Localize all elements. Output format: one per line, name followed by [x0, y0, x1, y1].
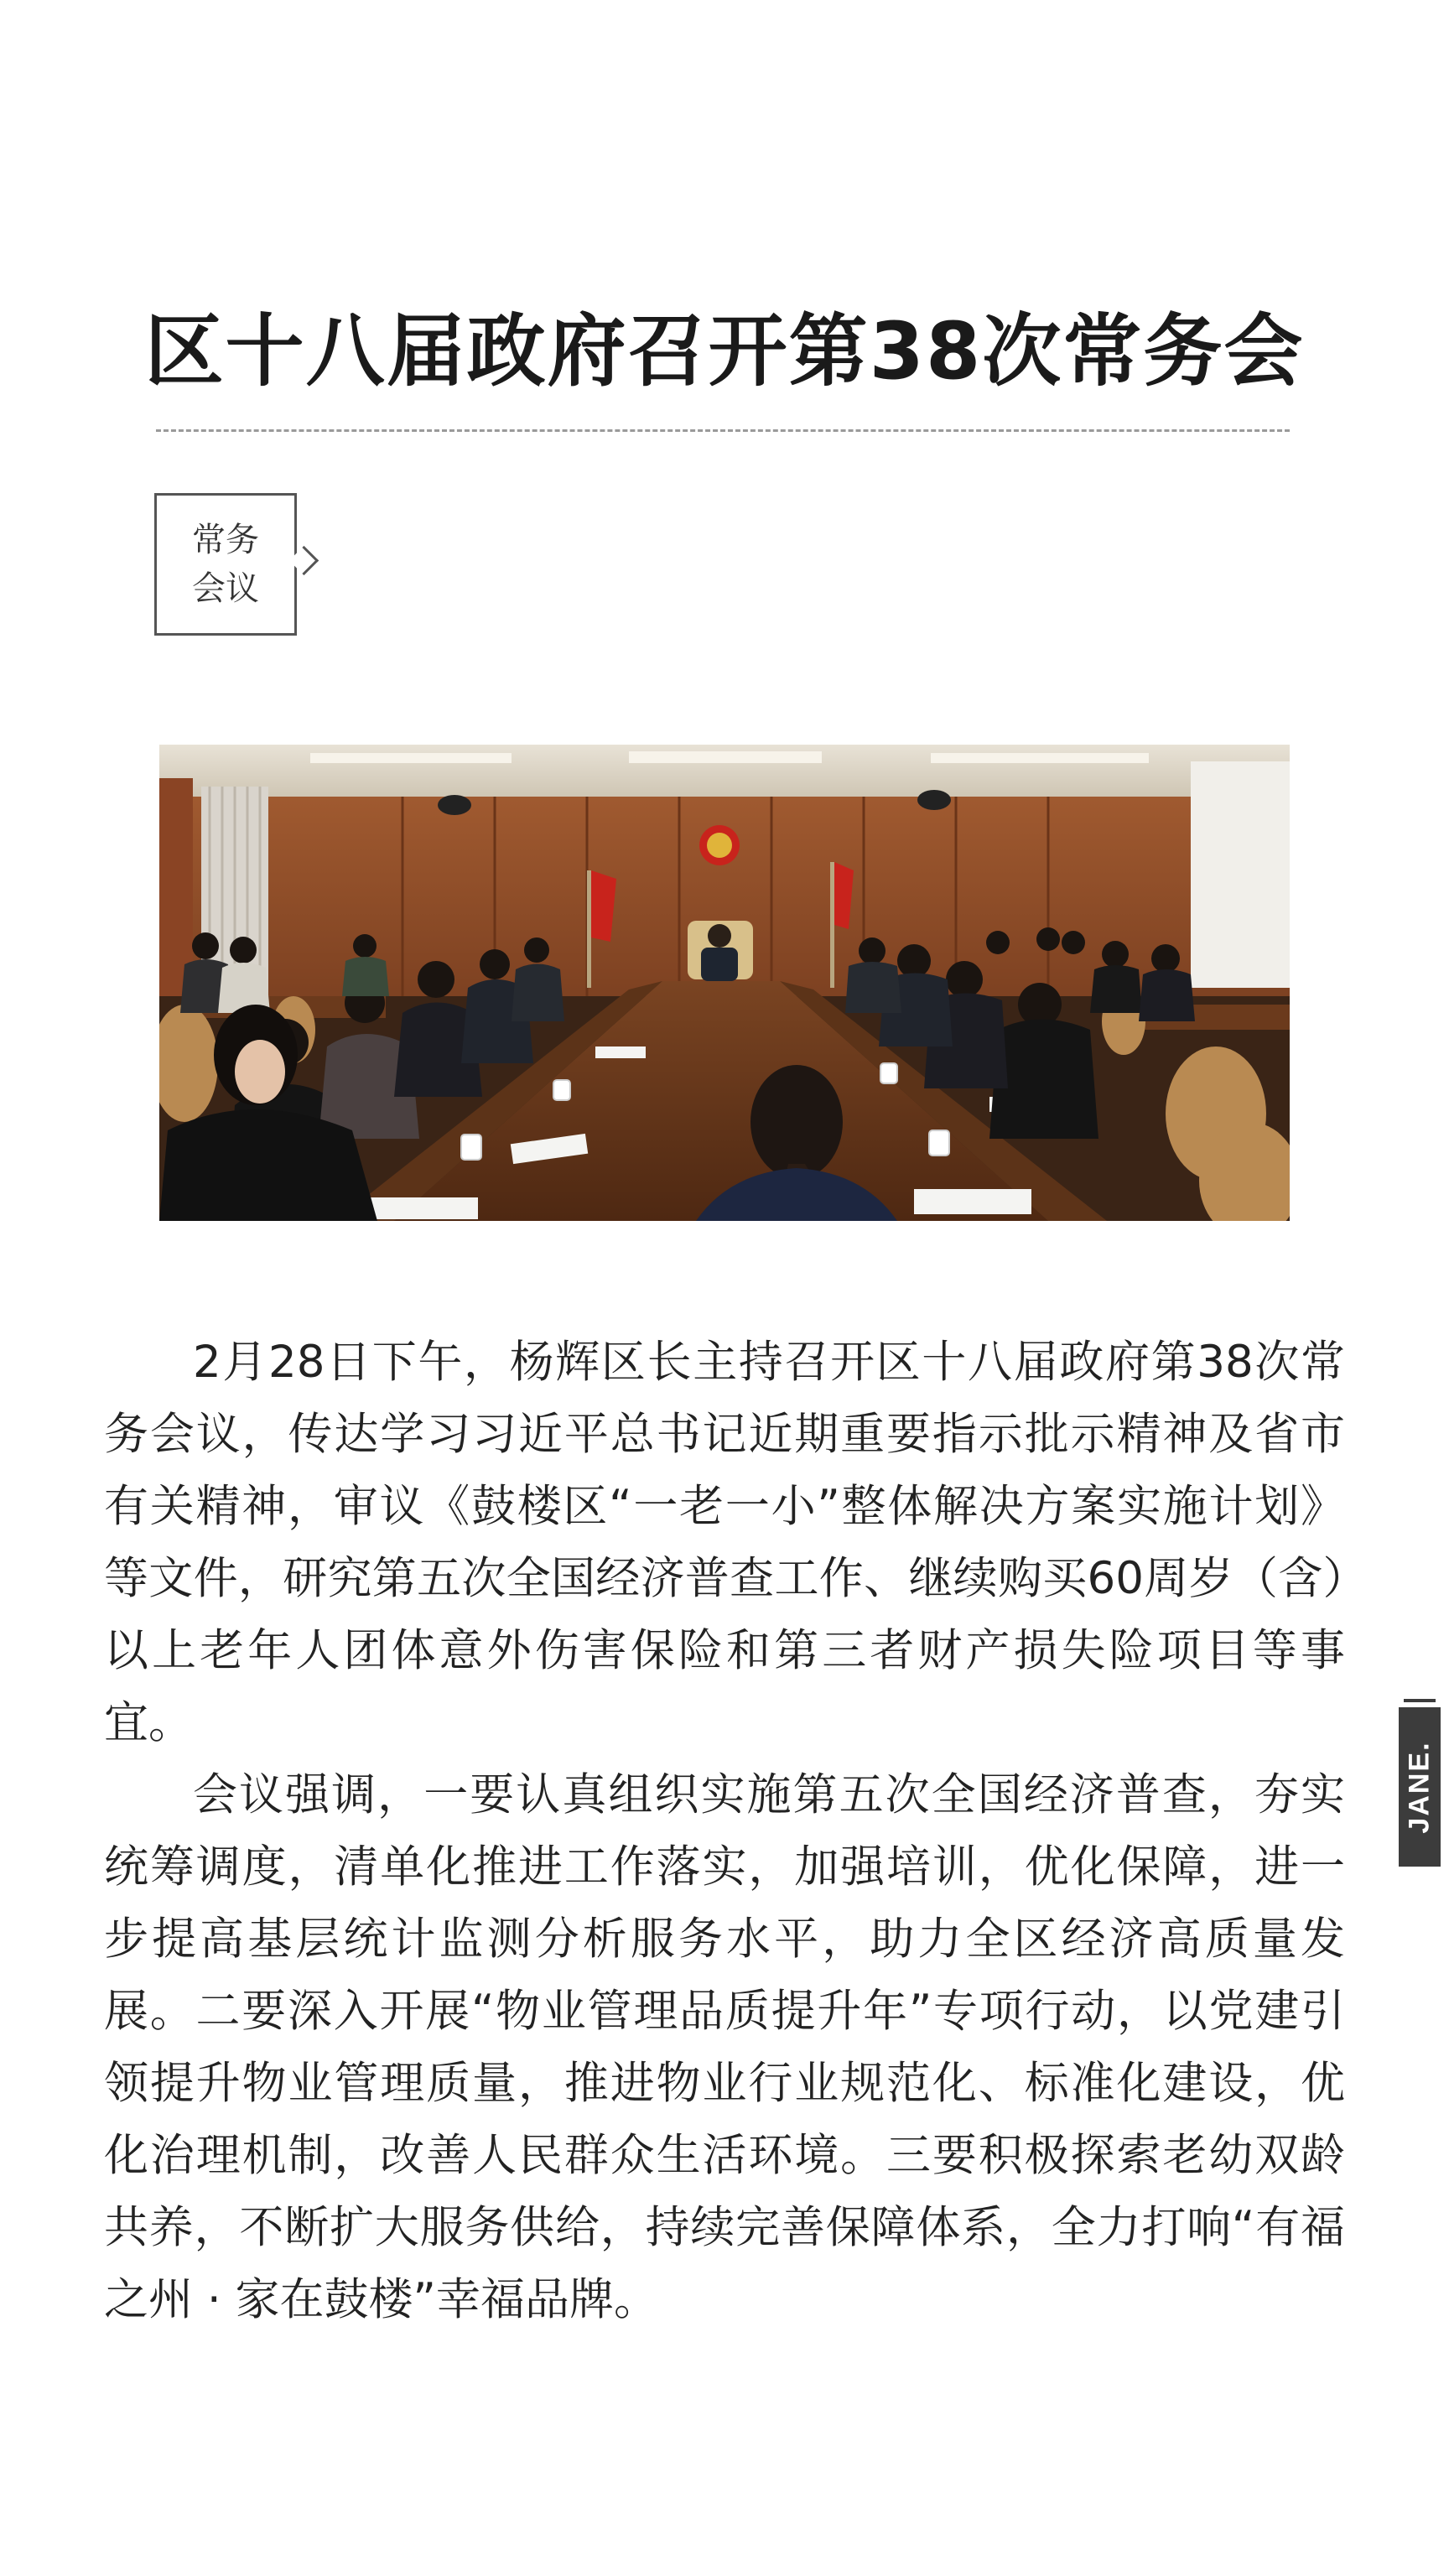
page-title: 区十八届政府召开第38次常务会	[144, 306, 1305, 397]
meeting-photo	[159, 745, 1290, 1221]
article-paragraph: 2月28日下午，杨辉区长主持召开区十八届政府第38次常务会议，传达学习习近平总书记近期重要指示批示精神及省市有关精神，审议《鼓楼区“一老一小”整体解决方案实施计划》等文件，研究第五次全国经济普查工作、继续购买60周岁（含）以上老年人团体意外伤害保险和第三者财产损失险项目等事宜。	[104, 1337, 1345, 1748]
side-watermark-label	[1399, 1702, 1441, 1867]
section-tag-line1: 常务	[192, 521, 259, 559]
article-paragraph: 会议强调，一要认真组织实施第五次全国经济普查，夯实统筹调度，清单化推进工作落实，加强培训，优化保障，进一步提高基层统计监测分析服务水平，助力全区经济高质量发展。二要深入开展“物业管理品质提升年”专项行动，以党建引领提升物业管理质量，推进物业行业规范化、标准化建设，优化治理机制，改善人民群众生活环境。三要积极探索老幼双龄共养，不断扩大服务供给，持续完善保障体系，全力打响“有福之州 · 家在鼓楼”幸福品牌。	[104, 1769, 1345, 2325]
section-tag	[154, 493, 297, 636]
side-watermark-text: JANE.	[1403, 1740, 1436, 1834]
title-divider	[156, 429, 1290, 432]
article-body	[104, 1327, 1345, 2336]
section-tag-line2: 会议	[192, 569, 259, 608]
meeting-photo-illustration	[159, 745, 1290, 1221]
